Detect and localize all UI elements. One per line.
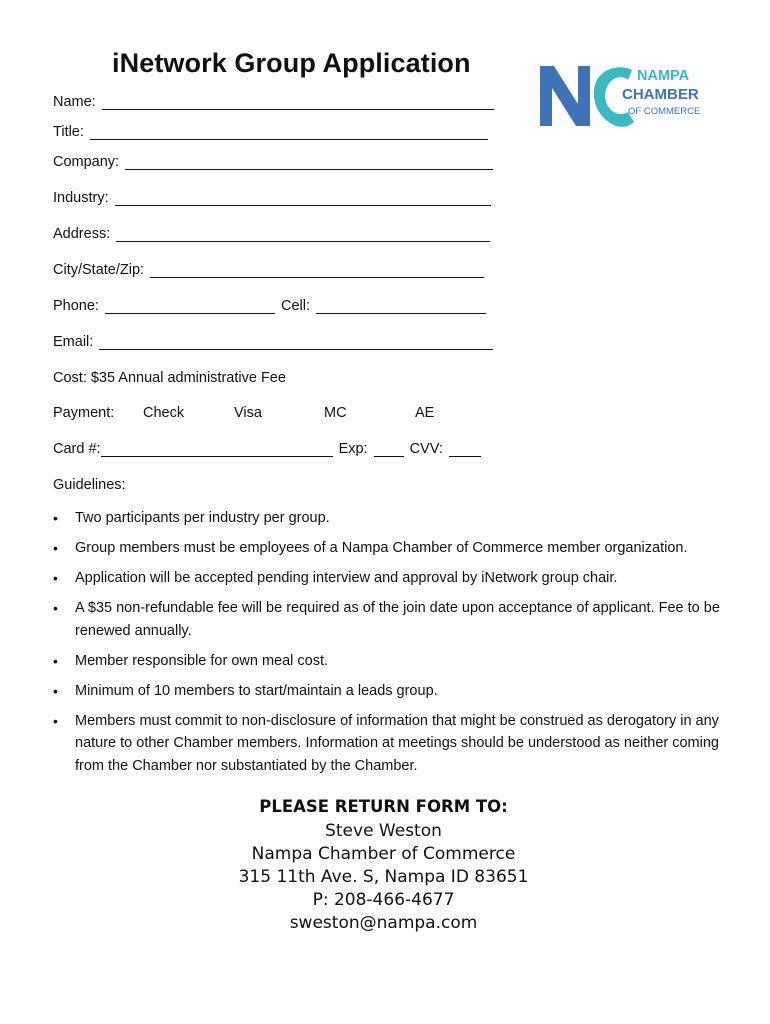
logo-nampa: NAMPA xyxy=(637,68,690,84)
cell-label: Cell: xyxy=(280,298,310,314)
cell-field[interactable] xyxy=(316,299,486,314)
card-number-field[interactable] xyxy=(101,442,333,457)
payment-option-visa[interactable]: Visa xyxy=(234,405,262,421)
return-org: Nampa Chamber of Commerce xyxy=(251,844,516,864)
name-row xyxy=(53,94,494,110)
page-title: iNetwork Group Application xyxy=(112,48,471,78)
logo-of-commerce: OF COMMERCE xyxy=(628,106,701,117)
company-field[interactable] xyxy=(125,155,493,170)
card-row xyxy=(53,441,481,457)
guideline-item: • Application will be accepted pending interview and approval by iNetwork group chair. xyxy=(53,567,723,590)
city-state-zip-label: City/State/Zip: xyxy=(53,262,145,278)
guideline-item: • Group members must be employees of a Nampa Chamber of Commerce member organization. xyxy=(53,537,723,560)
title-row xyxy=(53,124,488,140)
payment-row xyxy=(53,405,434,421)
cost-text: Cost: $35 Annual administrative Fee xyxy=(53,370,286,386)
address-row xyxy=(53,226,490,242)
cvv-field[interactable] xyxy=(449,442,481,457)
guidelines-heading: Guidelines: xyxy=(53,477,126,493)
payment-option-ae[interactable]: AE xyxy=(415,405,435,421)
card-label: Card #: xyxy=(53,441,101,457)
name-label: Name: xyxy=(53,94,96,110)
return-address: 315 11th Ave. S, Nampa ID 83651 xyxy=(238,867,529,887)
title-field[interactable] xyxy=(90,125,488,140)
email-label: Email: xyxy=(53,334,94,350)
phone-row xyxy=(53,298,486,314)
title-label: Title: xyxy=(53,124,84,140)
industry-field[interactable] xyxy=(115,191,491,206)
address-field[interactable] xyxy=(116,227,490,242)
payment-option-mc[interactable]: MC xyxy=(324,405,347,421)
company-row xyxy=(53,154,493,170)
return-heading: PLEASE RETURN FORM TO: xyxy=(259,797,508,816)
phone-field[interactable] xyxy=(105,299,275,314)
payment-label: Payment: xyxy=(53,405,115,421)
return-phone: P: 208-466-4677 xyxy=(312,890,455,910)
email-field[interactable] xyxy=(99,335,493,350)
guideline-item: • A $35 non-refundable fee will be required as of the join date upon acceptance of applicant. Fee to be renewed annually. xyxy=(53,597,723,642)
guidelines-list xyxy=(53,507,723,785)
industry-row xyxy=(53,190,491,206)
logo-chamber: CHAMBER xyxy=(622,86,699,103)
guideline-item: • Member responsible for own meal cost. xyxy=(53,650,723,673)
industry-label: Industry: xyxy=(53,190,109,206)
nampa-chamber-logo xyxy=(538,64,703,128)
return-name: Steve Weston xyxy=(325,821,442,841)
guideline-item: • Members must commit to non-disclosure of information that might be construed as derogatory in any nature to other Chamber members. Information at meetings should be understood as neither coming from the Chamber nor substantiated by the Chamber. xyxy=(53,710,723,778)
address-label: Address: xyxy=(53,226,111,242)
exp-field[interactable] xyxy=(374,442,404,457)
city-state-zip-row xyxy=(53,262,484,278)
guideline-item: • Minimum of 10 members to start/maintain a leads group. xyxy=(53,680,723,703)
company-label: Company: xyxy=(53,154,120,170)
email-row xyxy=(53,334,493,350)
return-email: sweston@nampa.com xyxy=(289,913,478,933)
cvv-label: CVV: xyxy=(409,441,443,457)
phone-label: Phone: xyxy=(53,298,99,314)
city-state-zip-field[interactable] xyxy=(150,263,484,278)
payment-option-check[interactable]: Check xyxy=(143,405,185,421)
exp-label: Exp: xyxy=(338,441,368,457)
name-field[interactable] xyxy=(102,95,494,110)
guideline-item: • Two participants per industry per group. xyxy=(53,507,723,530)
